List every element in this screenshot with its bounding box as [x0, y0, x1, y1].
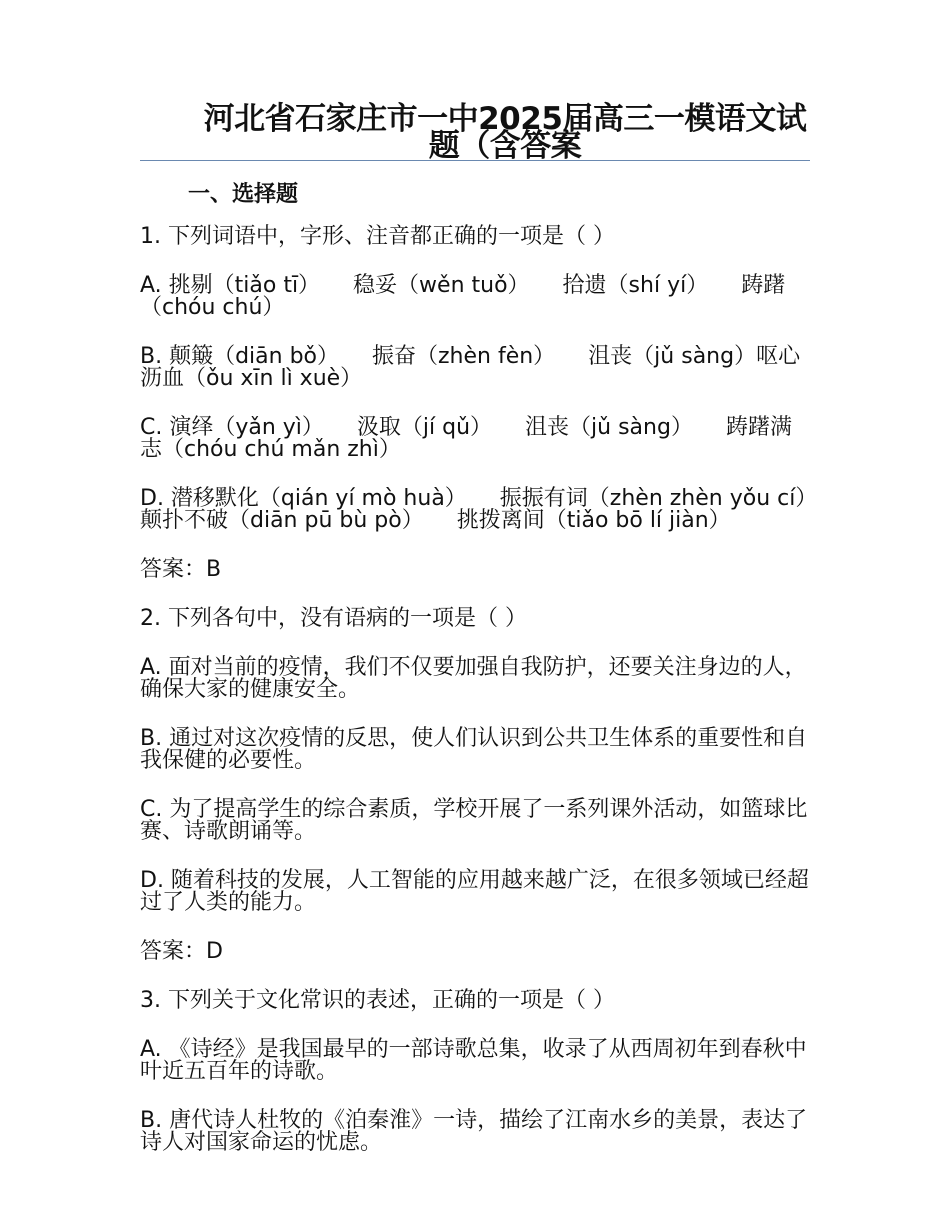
question-option: B. 通过对这次疫情的反思，使人们认识到公共卫生体系的重要性和自我保健的必要性。	[140, 726, 808, 773]
answer-line: 答案：D	[140, 939, 223, 964]
question-option: C. 为了提高学生的综合素质，学校开展了一系列课外活动，如篮球比赛、诗歌朗诵等。	[140, 797, 808, 844]
question-stem: 2. 下列各句中，没有语病的一项是（ ）	[140, 606, 527, 631]
question-option: B. 颠簸（diān bǒ） 振奋（zhèn fèn） 沮丧（jǔ sàng）呕心沥血（ǒu xīn lì xuè）	[140, 344, 801, 391]
question-stem: 3. 下列关于文化常识的表述，正确的一项是（ ）	[140, 988, 615, 1013]
answer-line: 答案：B	[140, 557, 222, 582]
question-option: D. 随着科技的发展，人工智能的应用越来越广泛，在很多领域已经超过了人类的能力。	[140, 868, 809, 915]
document-title: 河北省石家庄市一中2025届高三一模语文试题（含答案	[203, 101, 807, 164]
question-option: C. 演绎（yǎn yì） 汲取（jí qǔ） 沮丧（jǔ sàng） 踌躇满志（chóu chú mǎn zhì）	[140, 415, 792, 462]
title-divider	[140, 160, 810, 161]
question-list	[140, 222, 851, 1177]
section-heading: 一、选择题	[188, 182, 299, 207]
question-option: B. 唐代诗人杜牧的《泊秦淮》一诗，描绘了江南水乡的美景，表达了诗人对国家命运的忧虑。	[140, 1108, 808, 1155]
question-option: A. 《诗经》是我国最早的一部诗歌总集，收录了从西周初年到春秋中叶近五百年的诗歌。	[140, 1037, 807, 1084]
question-option: A. 面对当前的疫情，我们不仅要加强自我防护，还要关注身边的人，确保大家的健康安全。	[140, 655, 807, 702]
question-option: D. 潜移默化（qián yí mò huà） 振振有词（zhèn zhèn yǒu cí） 颠扑不破（diān pū bù pò） 挑拨离间（tiǎo bō lí jiàn）	[140, 486, 851, 533]
question-stem: 1. 下列词语中，字形、注音都正确的一项是（ ）	[140, 224, 615, 249]
question-option: A. 挑剔（tiǎo tī） 稳妥（wěn tuǒ） 拾遗（shí yí） 踌躇（chóu chú）	[140, 273, 786, 320]
